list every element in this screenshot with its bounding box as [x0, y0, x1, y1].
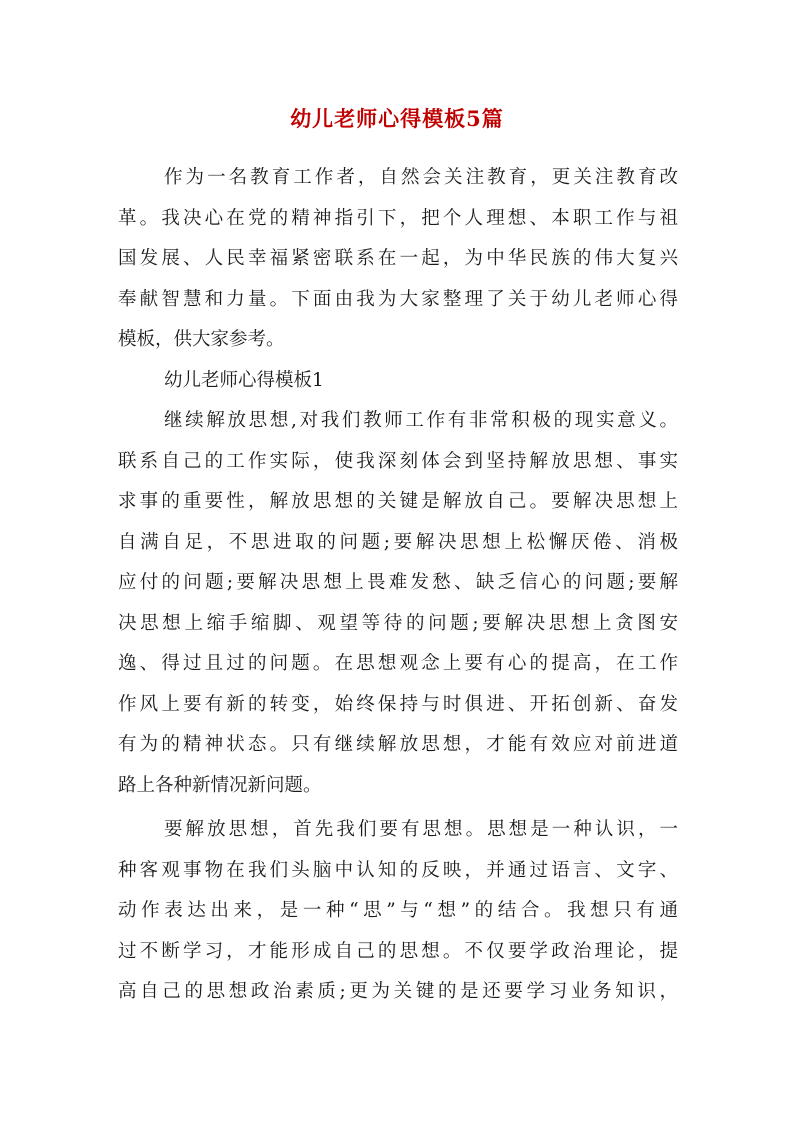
- document-title: 幼儿老师心得模板5篇: [290, 106, 504, 131]
- text-line: 逸、得过且过的问题。在思想观念上要有心的提高，在工作: [118, 653, 678, 674]
- text-line: 幼儿老师心得模板1: [164, 369, 324, 391]
- text-line: 奉献智慧和力量。下面由我为大家整理了关于幼儿老师心得: [118, 288, 678, 310]
- text-line: 动作表达出来，是一种“思”与“想”的结合。我想只有通: [118, 900, 678, 921]
- text-line: 自满自足，不思进取的问题;要解决思想上松懈厌倦、消极: [118, 531, 678, 553]
- document-body: [118, 158, 678, 1013]
- text-line: 联系自己的工作实际，使我深刻体会到坚持解放思想、事实: [118, 450, 678, 472]
- text-line: 作风上要有新的转变，始终保持与时俱进、开拓创新、奋发: [118, 693, 678, 715]
- text-line: 种客观事物在我们头脑中认知的反映，并通过语言、文字、: [118, 859, 678, 881]
- text-line: 继续解放思想,对我们教师工作有非常积极的现实意义。: [164, 410, 678, 431]
- text-line: 作为一名教育工作者，自然会关注教育，更关注教育改: [164, 167, 678, 188]
- text-line: 求事的重要性，解放思想的关键是解放自己。要解决思想上: [118, 491, 678, 512]
- text-line: 过不断学习，才能形成自己的思想。不仅要学政治理论，提: [118, 940, 678, 962]
- text-line: 路上各种新情况新问题。: [118, 774, 322, 796]
- text-line: 模板，供大家参考。: [118, 329, 285, 350]
- text-line: 决思想上缩手缩脚、观望等待的问题;要解决思想上贪图安: [118, 612, 678, 634]
- text-line: 革。我决心在党的精神指引下，把个人理想、本职工作与祖: [118, 207, 678, 229]
- text-line: 有为的精神状态。只有继续解放思想，才能有效应对前进道: [118, 734, 678, 755]
- text-line: 高自己的思想政治素质;更为关键的是还要学习业务知识，: [118, 981, 678, 1002]
- text-line: 应付的问题;要解决思想上畏难发愁、缺乏信心的问题;要解: [118, 572, 678, 593]
- text-line: 要解放思想，首先我们要有思想。思想是一种认识，一: [164, 819, 678, 840]
- text-line: 国发展、人民幸福紧密联系在一起，为中华民族的伟大复兴: [118, 248, 678, 269]
